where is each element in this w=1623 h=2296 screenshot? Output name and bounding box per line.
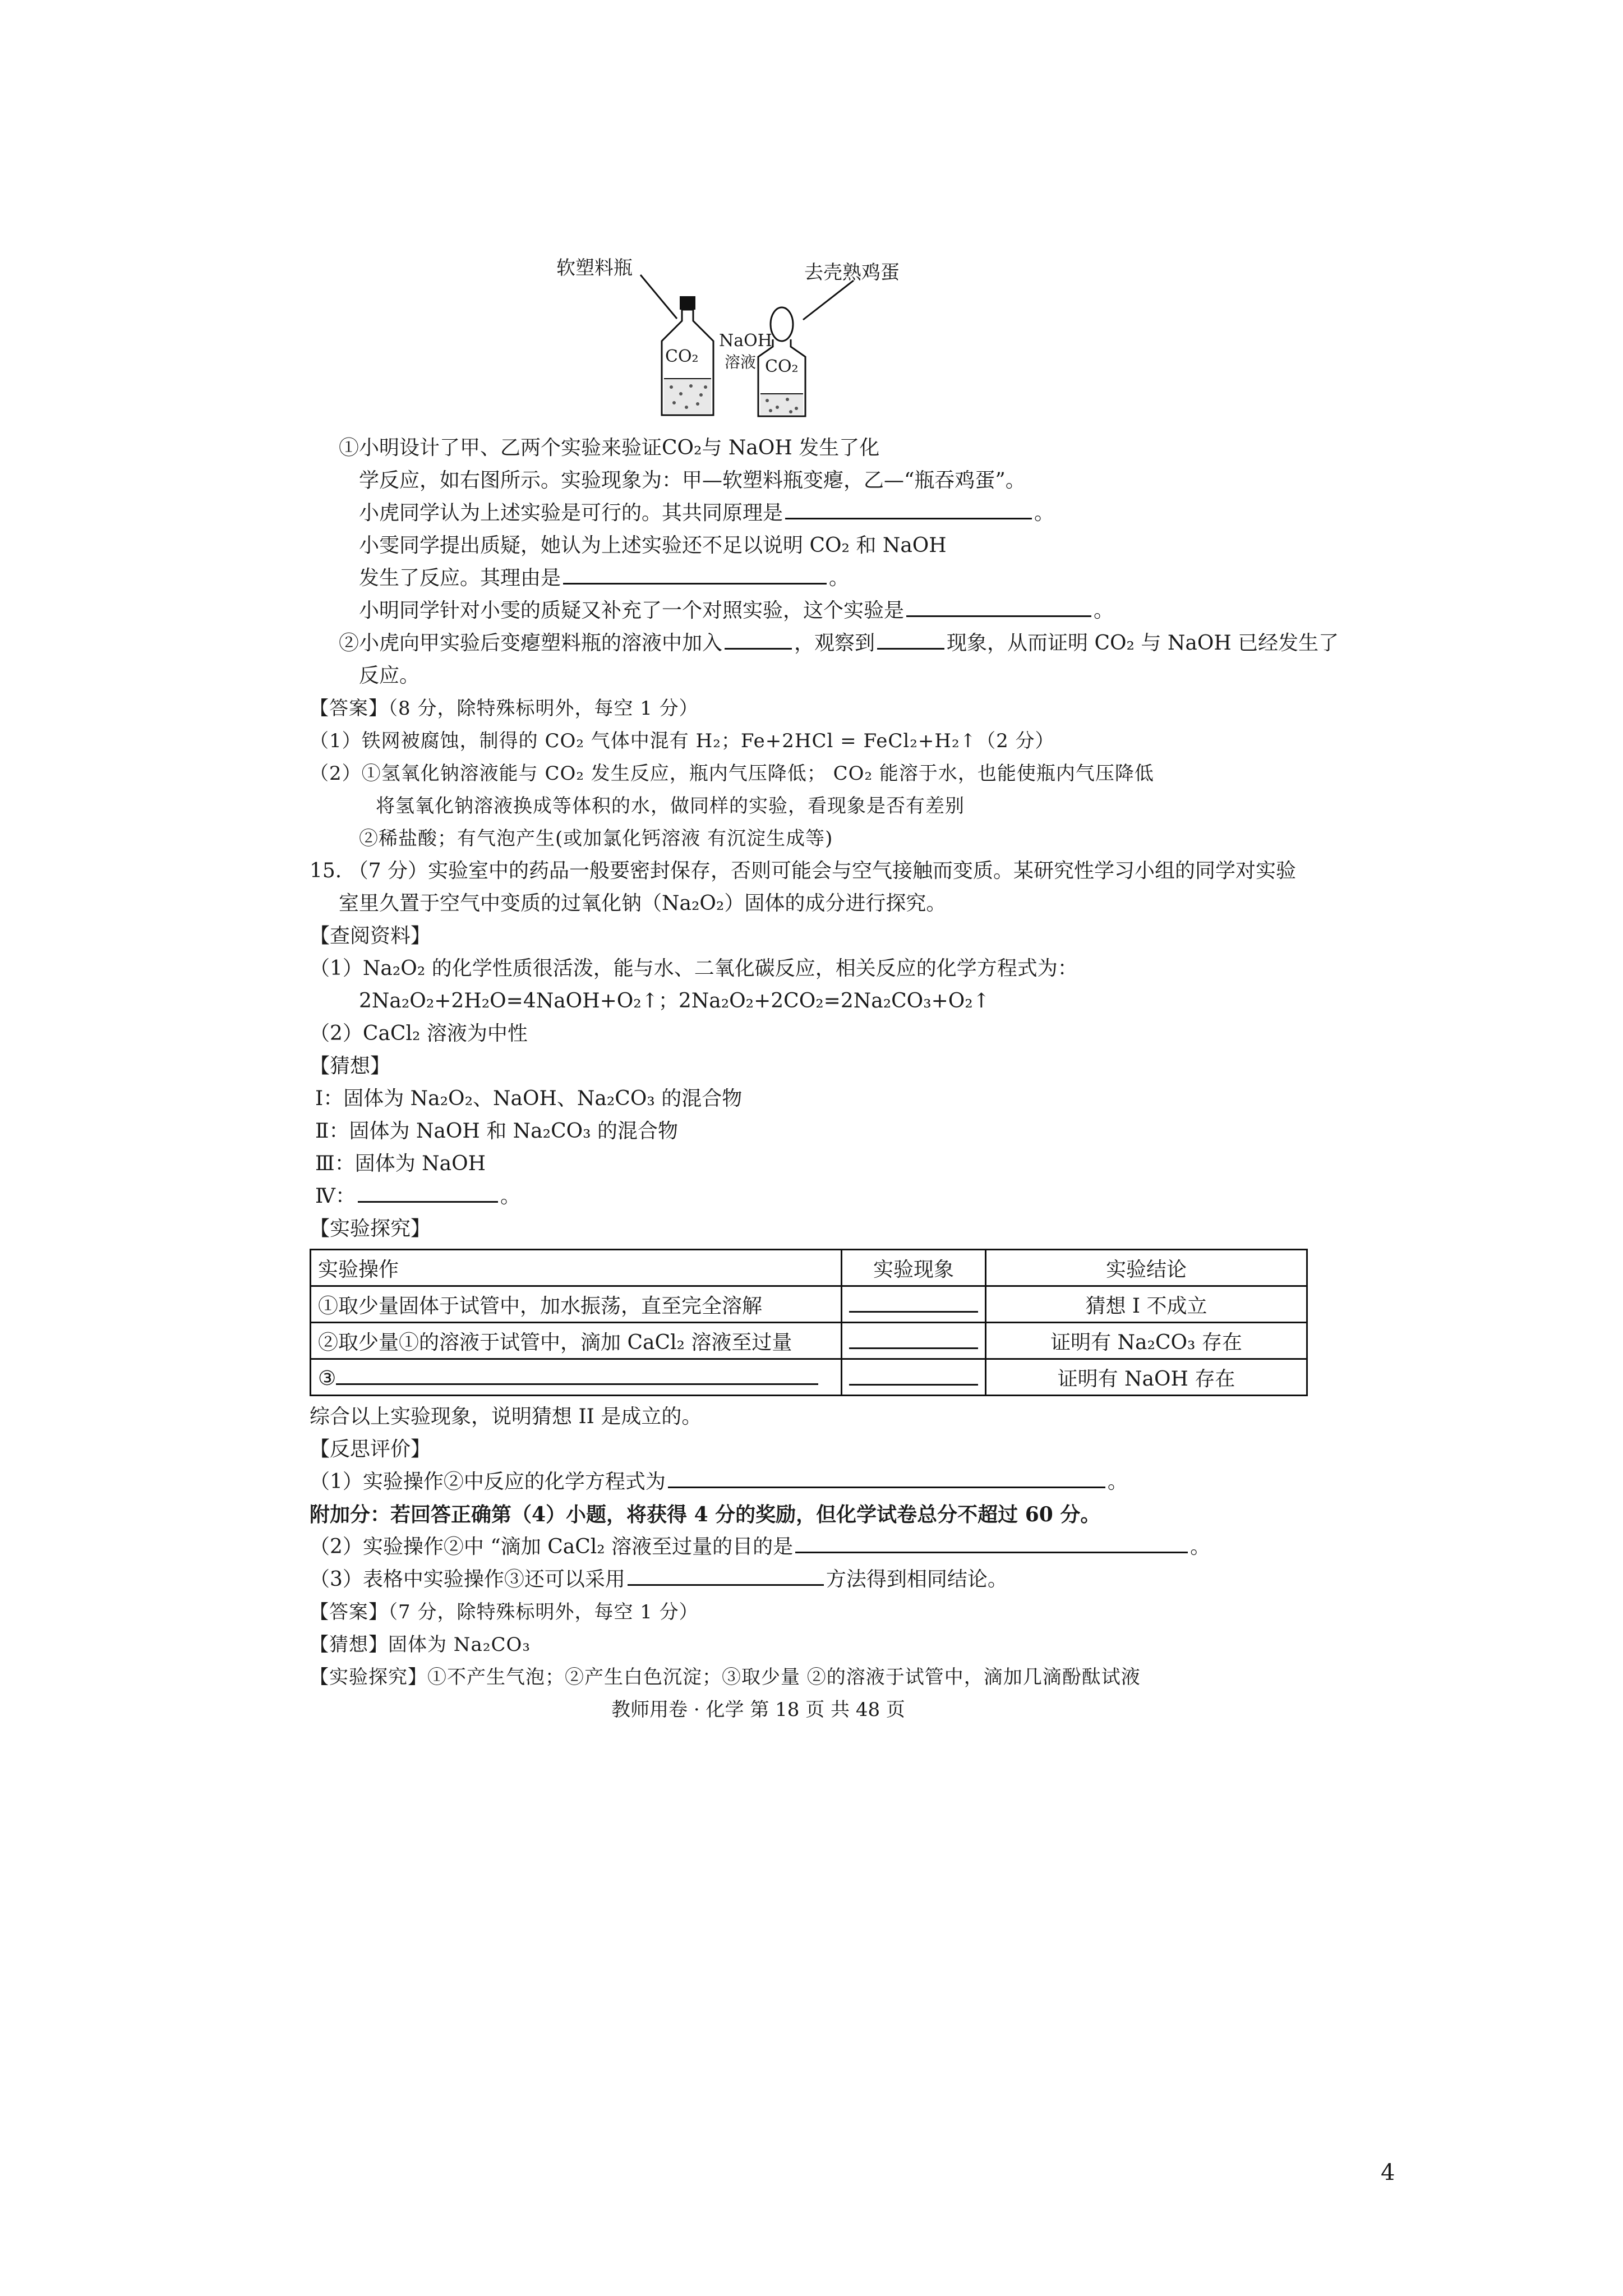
bottle-label: 软塑料瓶 [556,257,633,279]
answer-blank [849,1327,978,1349]
answer15-a2: 【实验探究】①不产生气泡；②产生白色沉淀；③取少量 ②的溶液于试管中，滴加几滴酚酞试液 [310,1666,1141,1688]
section-experiment: 【实验探究】 [310,1217,431,1240]
header-operation: 实验操作 [311,1250,842,1286]
answer-blank [785,499,1032,519]
reference-2: （2）CaCl₂ 溶液为中性 [310,1022,528,1045]
phenomenon-cell [842,1323,986,1359]
answer15-a1: 【猜想】固体为 Na₂CO₃ [310,1634,531,1656]
section-reflection: 【反思评价】 [310,1438,431,1461]
phenomenon-cell [842,1359,986,1396]
answer-blank [725,629,792,650]
guess-2: Ⅱ：固体为 NaOH 和 Na₂CO₃ 的混合物 [315,1120,678,1143]
conclusion-cell: 证明有 Na₂CO₃ 存在 [986,1323,1307,1359]
answer-blank [336,1364,818,1385]
experiment-table [310,1249,1308,1396]
page-number: 4 [1381,2160,1395,2185]
page-content [310,247,1364,1726]
table-row [311,1359,1307,1396]
answer15-head: 【答案】（7 分，除特殊标明外，每空 1 分） [310,1601,699,1623]
solution-label: 溶液 [725,353,757,371]
operation-cell: ③ [311,1359,842,1396]
answer-blank [795,1533,1188,1553]
q14-line-1: ①小明设计了甲、乙两个实验来验证CO₂与 NaOH 发生了化 [339,436,880,459]
co2-label-a: CO₂ [665,347,699,366]
answer-blank [628,1565,824,1586]
reflection-1: （1）实验操作②中反应的化学方程式为 。 [310,1466,1364,1498]
conclusion-cell: 证明有 NaOH 存在 [986,1359,1307,1396]
egg-label: 去壳熟鸡蛋 [804,261,900,284]
conclusion-cell: 猜想 I 不成立 [986,1286,1307,1323]
q14-line-2: 学反应，如右图所示。实验现象为：甲—软塑料瓶变瘪，乙—“瓶吞鸡蛋”。 [359,469,1026,492]
reflection-3: （3）表格中实验操作③还可以采用 方法得到相同结论。 [310,1563,1364,1596]
header-conclusion: 实验结论 [986,1250,1307,1286]
answer-blank [668,1467,1105,1488]
operation-cell: ②取少量①的溶液于试管中，滴加 CaCl₂ 溶液至过量 [311,1323,842,1359]
guess-4: Ⅳ： 。 [310,1180,1364,1213]
q15-line-1: 15. （7 分）实验室中的药品一般要密封保存，否则可能会与空气接触而变质。某研究性学习小组的同学对实验 [310,859,1297,882]
table-row [311,1286,1307,1323]
section-guess: 【猜想】 [310,1055,391,1078]
q14-line-3: 小虎同学认为上述实验是可行的。其共同原理是 。 [310,497,1364,530]
answer14-a3: 将氢氧化钠溶液换成等体积的水，做同样的实验，看现象是否有差别 [376,795,965,817]
q14-line-7: ②小虎向甲实验后变瘪塑料瓶的溶液中加入 ，观察到 现象，从而证明 CO₂ 与 NaOH 已经发生了 [310,627,1364,660]
reflection-2: （2）实验操作②中 “滴加 CaCl₂ 溶液至过量的目的是 。 [310,1531,1364,1563]
guess-1: Ⅰ：固体为 Na₂O₂、NaOH、Na₂CO₃ 的混合物 [315,1087,743,1110]
co2-label-b: CO₂ [765,357,799,376]
bonus-note: 附加分：若回答正确第（4）小题，将获得 4 分的奖励，但化学试卷总分不超过 60 分。 [310,1503,1101,1526]
summary: 综合以上实验现象，说明猜想 II 是成立的。 [310,1405,702,1428]
answer-blank [563,564,827,585]
q14-line-5: 发生了反应。其理由是 。 [310,562,1364,595]
answer-blank [906,596,1091,617]
answer14-a4: ②稀盐酸；有气泡产生(或加氯化钙溶液 有沉淀生成等) [359,827,833,850]
guess-3: Ⅲ：固体为 NaOH [315,1152,486,1175]
experiment-figure [310,247,1364,432]
table-row [311,1323,1307,1359]
operation-cell: ①取少量固体于试管中，加水振荡，直至完全溶解 [311,1286,842,1323]
q14-line-8: 反应。 [359,664,420,687]
answer-blank [358,1182,498,1203]
answer14-head: 【答案】（8 分，除特殊标明外，每空 1 分） [310,697,699,720]
answer14-a1: （1）铁网被腐蚀，制得的 CO₂ 气体中混有 H₂；Fe+2HCl = FeCl₂+H₂↑（2 分） [310,730,1055,752]
q15-line-2: 室里久置于空气中变质的过氧化钠（Na₂O₂）固体的成分进行探究。 [339,892,947,915]
table-header-row [311,1250,1307,1286]
answer-blank [849,1291,978,1313]
q14-line-4: 小雯同学提出质疑，她认为上述实验还不足以说明 CO₂ 和 NaOH [359,534,947,557]
phenomenon-cell [842,1286,986,1323]
reference-equations: 2Na₂O₂+2H₂O=4NaOH+O₂↑；2Na₂O₂+2CO₂=2Na₂CO₃+O₂↑ [359,990,990,1013]
answer-blank [849,1364,978,1386]
header-phenomenon: 实验现象 [842,1250,986,1286]
page-footer: 教师用卷 · 化学 第 18 页 共 48 页 [611,1699,905,1721]
answer14-a2: （2）①氢氧化钠溶液能与 CO₂ 发生反应，瓶内气压降低； CO₂ 能溶于水，也能使瓶内气压降低 [310,762,1154,785]
naoh-label: NaOH [719,331,772,351]
q14-line-6: 小明同学针对小雯的质疑又补充了一个对照实验，这个实验是 。 [310,595,1364,627]
section-reference: 【查阅资料】 [310,924,431,947]
answer-blank [877,629,944,650]
reference-1: （1）Na₂O₂ 的化学性质很活泼，能与水、二氧化碳反应，相关反应的化学方程式为： [310,957,1078,980]
